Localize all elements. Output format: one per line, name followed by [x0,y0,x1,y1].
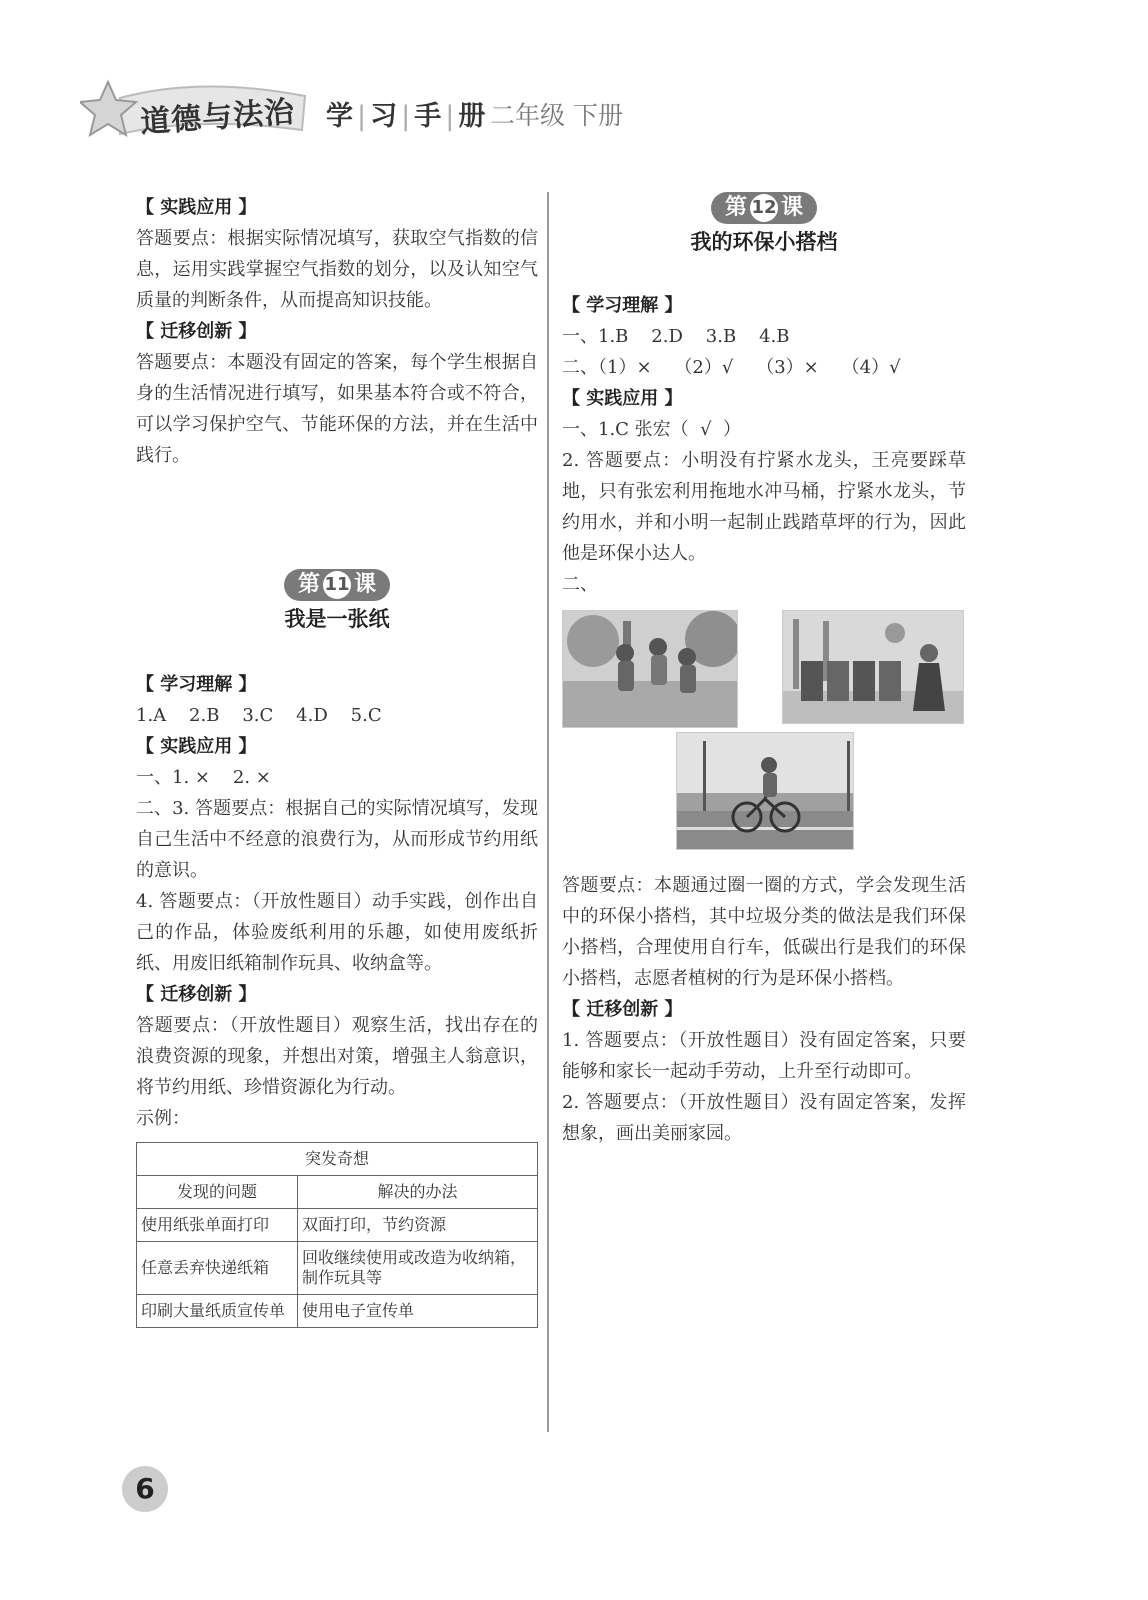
page-number: 6 [122,1466,168,1512]
answer-text: 1.A 2.B 3.C 4.D 5.C [136,705,382,726]
table-cell: 使用电子宣传单 [298,1295,538,1328]
section-title: 【 迁移创新 】 [136,984,257,1005]
answer-text: 二、 [562,574,598,595]
section-title: 【 实践应用 】 [136,736,257,757]
answer-text: 一、1.C 张宏（ √ ） [562,419,742,440]
kids-walking-image [562,610,738,728]
answer-text: 答题要点：（开放性题目）观察生活，找出存在的浪费资源的现象，并想出对策，增强主人翁意识，将节约用纸、珍惜资源化为行动。 [136,1015,538,1098]
table-row [137,1242,538,1295]
table-cell: 使用纸张单面打印 [137,1209,298,1242]
illustrations [562,610,966,870]
answer-text: 2. 答题要点：小明没有拧紧水龙头，王亮要踩草地，只有张宏利用拖地水冲马桶，拧紧水龙头，节约用水，并和小明一起制止践踏草坪的行为，因此他是环保小达人。 [562,450,966,564]
answer-text: 答题要点：根据实际情况填写，获取空气指数的信息，运用实践掌握空气指数的划分，以及认知空气质量的判断条件，从而提高知识技能。 [136,228,538,311]
answer-text: 一、1. × 2. × [136,767,271,788]
section-title: 【 学习理解 】 [562,295,683,316]
answer-text: 答题要点：本题没有固定的答案，每个学生根据自身的生活情况进行填写，如果基本符合或不符合，可以学习保护空气、节能环保的方法，并在生活中践行。 [136,352,538,466]
example-table [136,1142,538,1328]
subject-title: 道德与法治 [139,94,297,141]
table-cell: 任意丢弃快递纸箱 [137,1242,298,1295]
answer-text: 答题要点：本题通过圈一圈的方式，学会发现生活中的环保小搭档，其中垃圾分类的做法是我们环保小搭档，合理使用自行车，低碳出行是我们的环保小搭档，志愿者植树的行为是环保小搭档。 [562,875,966,989]
cycling-image [676,732,854,850]
lesson-11-heading [136,569,538,633]
column-divider [547,192,549,1432]
table-header: 发现的问题 [137,1176,298,1209]
book-title: 学 | 习 | 手 | 册 [326,101,486,132]
example-label: 示例： [136,1108,190,1129]
table-header: 解决的办法 [298,1176,538,1209]
section-title: 【 学习理解 】 [136,674,257,695]
right-column [562,192,966,1149]
lesson-12-heading [562,192,966,256]
lesson-title: 我是一张纸 [284,607,390,631]
lesson-badge: 第 11 课 [284,569,390,601]
answer-text: 二、3. 答题要点：根据自己的实际情况填写，发现自己生活中不经意的浪费行为，从而形成节约用纸的意识。 [136,798,538,881]
answer-text: 4. 答题要点：（开放性题目）动手实践，创作出自己的作品，体验废纸利用的乐趣，如使用废纸折纸、用废旧纸箱制作玩具、收纳盒等。 [136,891,538,974]
table-row [137,1209,538,1242]
table-cell: 双面打印，节约资源 [298,1209,538,1242]
answer-text: 一、1.B 2.D 3.B 4.B [562,326,790,347]
table-cell: 回收继续使用或改造为收纳箱，制作玩具等 [298,1242,538,1295]
section-title: 【 迁移创新 】 [136,321,257,342]
section-title: 【 迁移创新 】 [562,999,683,1020]
lesson-title: 我的环保小搭档 [690,230,838,254]
section-title: 【 实践应用 】 [136,197,257,218]
answer-text: 二、（1）× （2）√ （3）× （4）√ [562,357,901,378]
section-title: 【 实践应用 】 [562,388,683,409]
answer-text: 1. 答题要点：（开放性题目）没有固定答案，只要能够和家长一起动手劳动，上升至行动即可。 [562,1030,966,1082]
left-column [136,192,538,1328]
table-title: 突发奇想 [137,1143,538,1176]
garbage-sorting-image [782,610,964,724]
grade-label: 二年级 下册 [490,101,623,130]
answer-text: 2. 答题要点：（开放性题目）没有固定答案，发挥想象，画出美丽家园。 [562,1092,966,1144]
table-row [137,1295,538,1328]
lesson-badge: 第 12 课 [711,192,817,224]
table-cell: 印刷大量纸质宣传单 [137,1295,298,1328]
